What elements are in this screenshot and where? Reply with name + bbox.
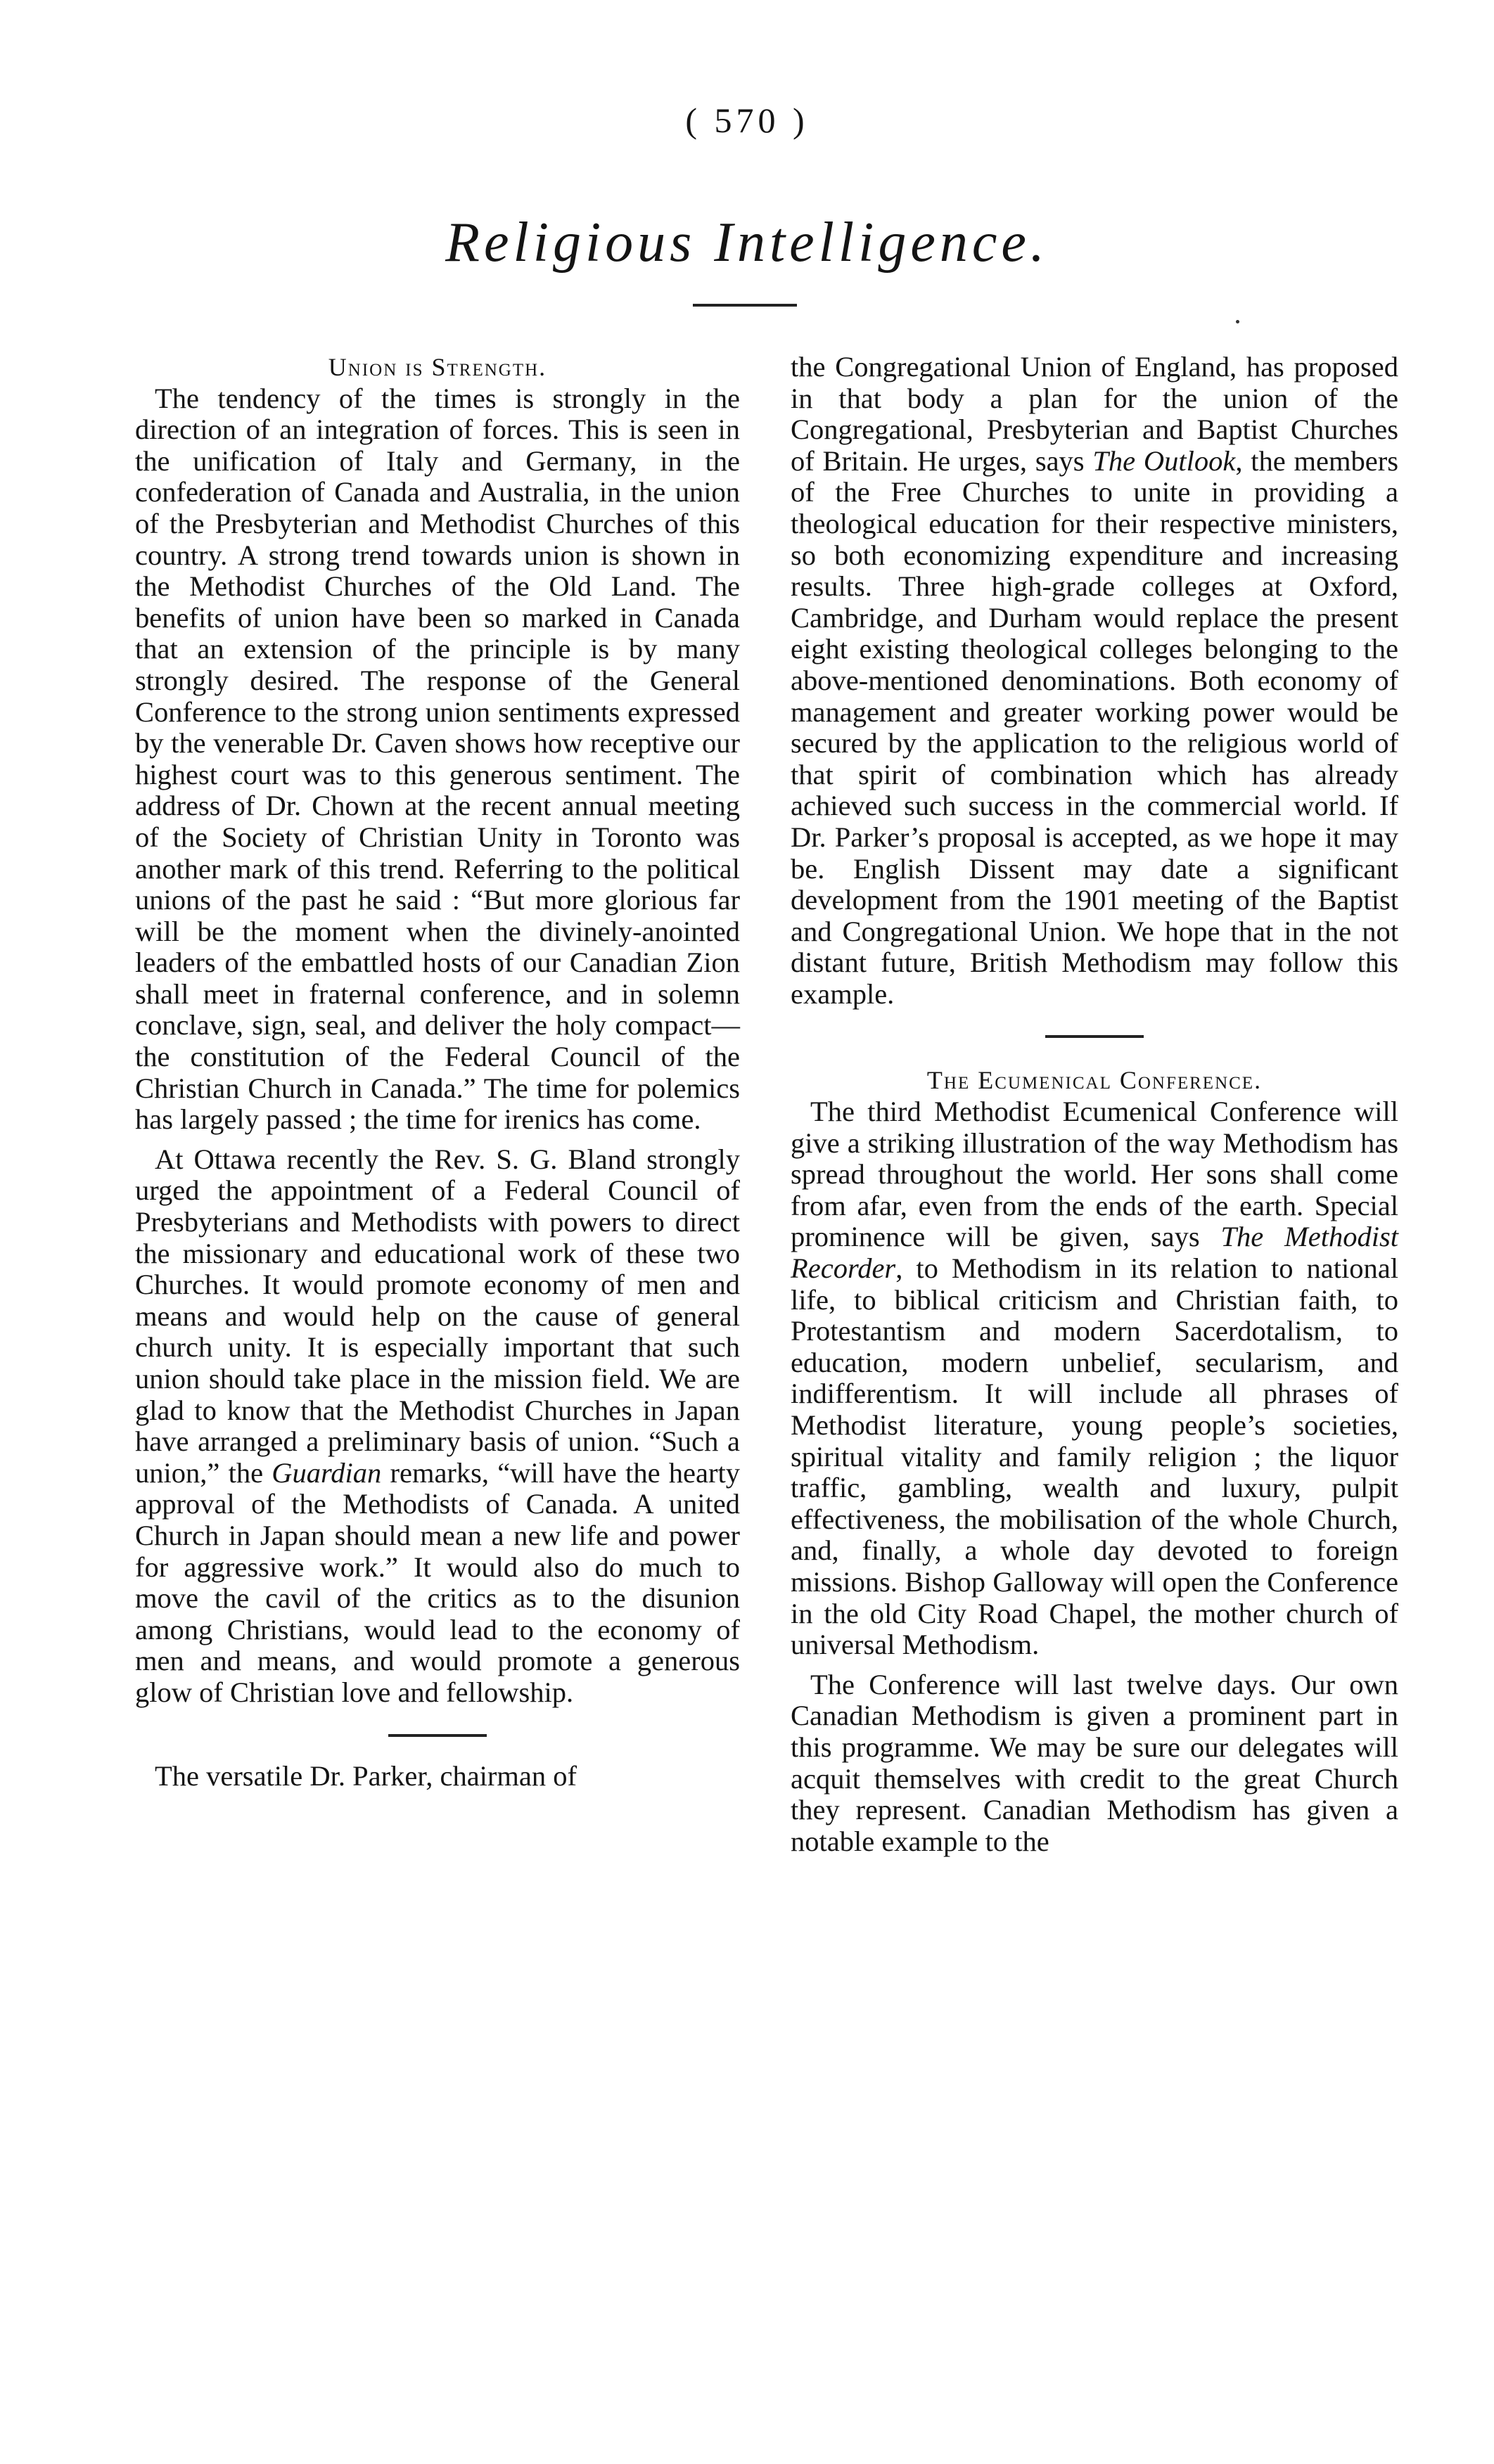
paragraph-ecumenical-1-text-b: , to Methodism in its relation to national life, to biblical criticism and Christian faith, to Protestantism and modern Sacerdotalism, to education, modern unbelief, secularism, and indifferentism. It will include all phrases of Methodist literature, young people’s societies, spiritual vitality and family religion ; the liquor traffic, gambling, wealth and luxury, pulpit effectiveness, the mobilisation of the whole Church, and, finally, a whole day devoted to foreign missions. Bishop Galloway will open the Conference in the old City Road Chapel, the mother church of universal Methodism.	[791, 1252, 1398, 1661]
paragraph-ecumenical-1	[791, 1096, 1398, 1661]
page-number: ( 570 )	[685, 101, 809, 140]
section-heading-union: Union is Strength.	[328, 353, 547, 381]
paragraph-parker-start: The versatile Dr. Parker, chairman of	[155, 1759, 577, 1792]
section-heading-ecumenical: The Ecumenical Conference.	[926, 1066, 1263, 1095]
recorder-title: The Methodist Recorder	[791, 1221, 1399, 1285]
paragraph-parker-continued	[791, 352, 1398, 1010]
page-title: Religious Intelligence.	[445, 212, 1049, 274]
print-speck	[1236, 320, 1239, 323]
paragraph-union-2-text-a: At Ottawa recently the Rev. S. G. Bland strongly urged the appointment of a Federal Council of Presbyterians and Methodists with powers to direct the missionary and educational work of these two Churches. It would promote economy of men and means and would help on the cause of general church unity. It is especially important that such union should take place in the mission field. We are glad to know that the Methodist Churches in Japan have arranged a preliminary basis of union. “Such a union,” the	[135, 1143, 740, 1489]
section-divider-right	[1045, 1035, 1144, 1038]
paragraph-ecumenical-2: The Conference will last twelve days. Our own Canadian Methodism is given a prominent part in this programme. We may be sure our delegates will acquit themselves with credit to the great Church they represent. Canadian Methodism has given a notable example to the	[791, 1668, 1398, 1857]
paragraph-union-2	[135, 1144, 740, 1709]
right-column	[791, 352, 1398, 1857]
paragraph-union-2-text-b: remarks, “will have the hearty approval of the Methodists of Canada. A united Church in Japan should mean a new life and power for aggressive work.” It would also do much to move the cavil of the critics as to the disunion among Christians, would lead to the economy of men and means, and would promote a generous glow of Christian love and fellowship.	[135, 1456, 740, 1708]
outlook-title: The Outlook	[1092, 444, 1236, 477]
title-rule	[693, 304, 797, 307]
guardian-title: Guardian	[272, 1456, 382, 1489]
paragraph-ecumenical-1-text-a: The third Methodist Ecumenical Conference will give a striking illustration of the way Methodism has spread throughout the world. Her sons shall come from afar, even from the ends of the earth. Special prominence will be given, says	[791, 1096, 1398, 1253]
paragraph-union-1: The tendency of the times is strongly in the direction of an integration of forces. This is seen in the unification of Italy and Germany, in the confederation of Canada and Australia, in the union of the Presbyterian and Methodist Churches of this country. A strong trend towards union is shown in the Methodist Churches of the Old Land. The benefits of union have been so marked in Canada that an extension of the principle is by many strongly desired. The response of the General Conference to the strong union sentiments expressed by the venerable Dr. Caven shows how receptive our highest court was to this generous sentiment. The address of Dr. Chown at the recent annual meeting of the Society of Christian Unity in Toronto was another mark of this trend. Referring to the political unions of the past he said : “But more glorious far will be the moment when the divinely-anointed leaders of the embattled hosts of our Canadian Zion shall meet in fraternal conference, and in solemn conclave, sign, seal, and deliver the holy compact—the constitution of the Federal Council of the Christian Church in Canada.” The time for polemics has largely passed ; the time for irenics has come.	[135, 382, 740, 1136]
left-column	[135, 352, 740, 1792]
paragraph-parker-text-b: , the members of the Free Churches to unite in providing a theological education for their respective ministers, so both economizing expenditure and increasing results. Three high-grade colleges at Oxford, Cambridge, and Durham would replace the present eight existing theological colleges belonging to the above-mentioned denominations. Both economy of management and greater working power would be secured by the application to the religious world of that spirit of combination which has already achieved such success in the commercial world. If Dr. Parker’s proposal is accepted, as we hope it may be. English Dissent may date a significant development from the 1901 meeting of the Baptist and Congregational Union. We hope that in the not distant future, British Methodism may follow this example.	[791, 444, 1398, 1010]
section-divider-left	[388, 1734, 487, 1737]
paragraph-parker-text-a: the Congregational Union of England, has proposed in that body a plan for the union of the Congregational, Presbyterian and Baptist Churches of Britain. He urges, says	[791, 351, 1398, 477]
